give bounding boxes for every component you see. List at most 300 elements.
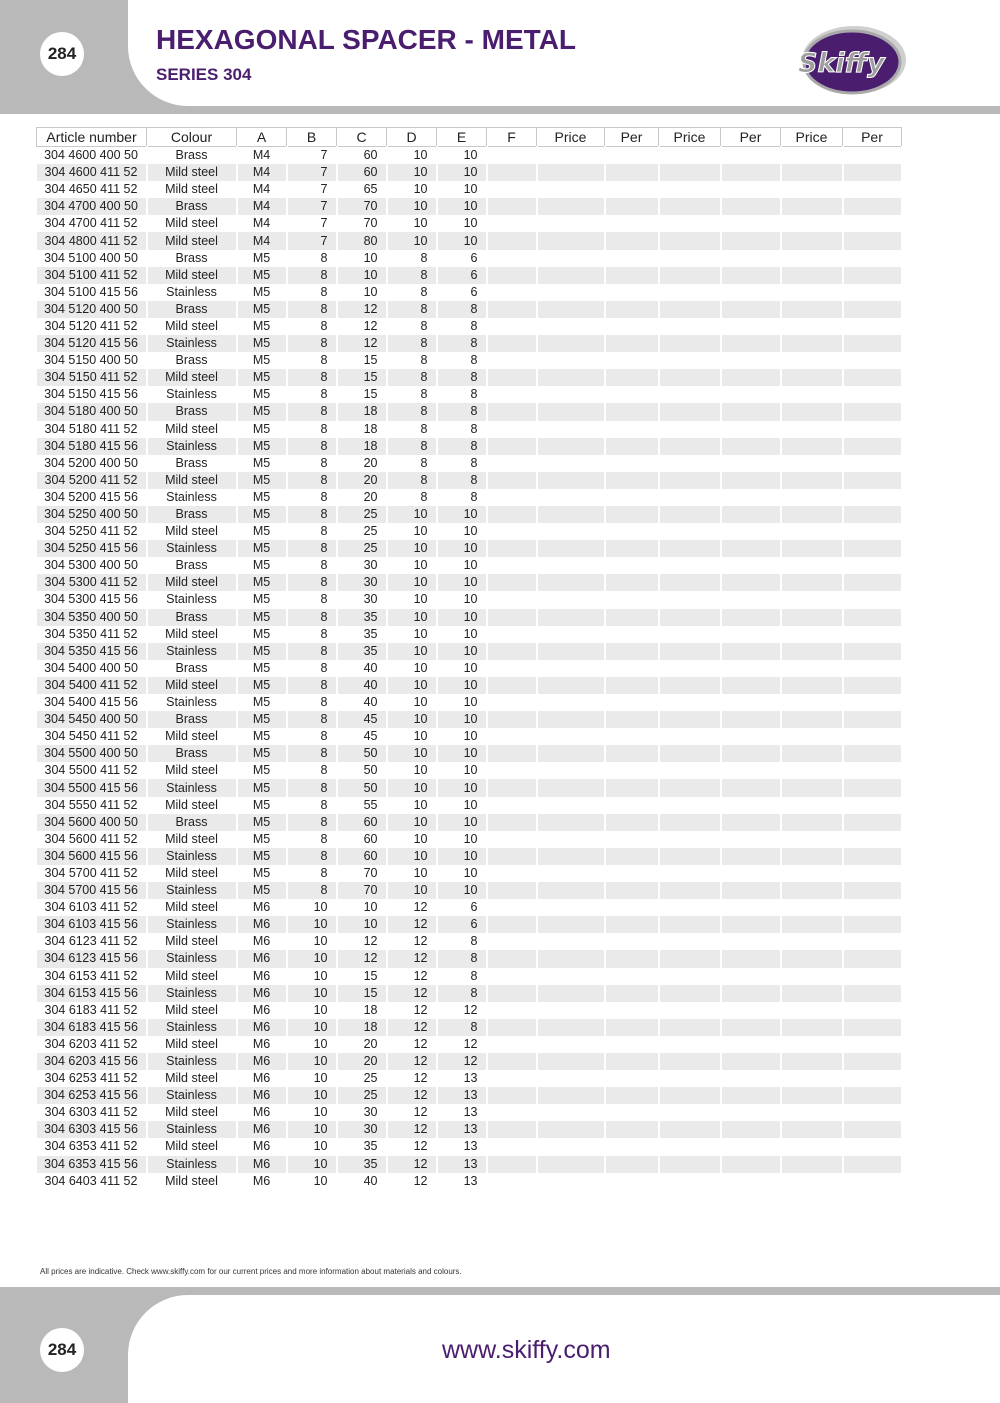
table-cell: Mild steel (147, 1173, 237, 1190)
table-cell (605, 1173, 659, 1190)
table-cell (659, 147, 721, 165)
table-cell (537, 626, 605, 643)
table-row (37, 626, 902, 643)
table-cell: 304 5250 415 56 (37, 540, 147, 557)
table-cell: 12 (387, 1104, 437, 1121)
table-cell (843, 318, 902, 335)
table-cell (843, 215, 902, 232)
table-row (37, 1036, 902, 1053)
table-cell: 304 5150 400 50 (37, 352, 147, 369)
table-cell (537, 557, 605, 574)
table-cell: 10 (387, 164, 437, 181)
table-cell (721, 779, 781, 796)
table-cell: 304 5100 411 52 (37, 267, 147, 284)
table-cell (721, 1019, 781, 1036)
table-cell (487, 421, 537, 438)
table-cell: Stainless (147, 438, 237, 455)
table-cell: 10 (387, 609, 437, 626)
table-cell: 304 5120 411 52 (37, 318, 147, 335)
table-cell (781, 198, 843, 215)
table-cell: 8 (387, 421, 437, 438)
table-cell (781, 472, 843, 489)
page-number-badge: 284 (40, 32, 84, 76)
table-cell (605, 677, 659, 694)
table-cell (843, 711, 902, 728)
table-row (37, 369, 902, 386)
table-cell (537, 779, 605, 796)
table-cell (659, 164, 721, 181)
table-cell: 65 (337, 181, 387, 198)
table-cell (487, 985, 537, 1002)
table-cell (537, 831, 605, 848)
table-cell (721, 267, 781, 284)
table-cell (843, 386, 902, 403)
table-cell (487, 728, 537, 745)
table-cell (537, 677, 605, 694)
table-cell: M6 (237, 1053, 287, 1070)
table-cell: Stainless (147, 694, 237, 711)
table-cell (605, 694, 659, 711)
table-cell: 10 (437, 660, 487, 677)
table-cell: 15 (337, 369, 387, 386)
table-cell: 12 (387, 985, 437, 1002)
table-cell (721, 660, 781, 677)
table-cell: 20 (337, 455, 387, 472)
table-cell (487, 831, 537, 848)
table-cell: M5 (237, 591, 287, 608)
table-cell (487, 1087, 537, 1104)
table-cell: M6 (237, 1104, 287, 1121)
table-cell: 12 (387, 1087, 437, 1104)
table-cell (721, 694, 781, 711)
table-cell (537, 968, 605, 985)
table-cell (537, 848, 605, 865)
table-cell: 12 (337, 318, 387, 335)
table-cell (659, 694, 721, 711)
table-cell: 8 (287, 728, 337, 745)
table-row (37, 232, 902, 249)
table-cell (487, 865, 537, 882)
table-cell: 10 (287, 1036, 337, 1053)
table-cell: M6 (237, 968, 287, 985)
table-cell: 10 (437, 523, 487, 540)
table-cell (659, 369, 721, 386)
table-cell (605, 318, 659, 335)
table-cell: 10 (287, 1002, 337, 1019)
table-cell (721, 711, 781, 728)
table-cell: 10 (337, 250, 387, 267)
table-cell (487, 1156, 537, 1173)
table-cell: 8 (437, 489, 487, 506)
table-cell: 12 (437, 1036, 487, 1053)
table-cell: 7 (287, 198, 337, 215)
table-cell (537, 181, 605, 198)
table-cell (659, 882, 721, 899)
table-cell (605, 455, 659, 472)
table-cell: 304 5100 415 56 (37, 284, 147, 301)
table-cell (721, 164, 781, 181)
table-cell (843, 1070, 902, 1087)
table-cell (843, 814, 902, 831)
table-cell: 8 (387, 489, 437, 506)
table-cell: 8 (437, 301, 487, 318)
table-header-row (37, 128, 902, 147)
column-header: Price (659, 128, 721, 147)
table-cell (537, 814, 605, 831)
table-cell (487, 643, 537, 660)
table-cell: 10 (437, 762, 487, 779)
table-cell: 10 (437, 694, 487, 711)
table-cell (721, 933, 781, 950)
table-cell: 10 (387, 574, 437, 591)
table-cell (721, 882, 781, 899)
table-cell: 30 (337, 1104, 387, 1121)
table-cell (537, 386, 605, 403)
table-cell (781, 369, 843, 386)
table-cell (781, 865, 843, 882)
table-cell (781, 250, 843, 267)
table-cell: 304 5350 400 50 (37, 609, 147, 626)
table-cell (537, 198, 605, 215)
table-row (37, 164, 902, 181)
table-cell: Stainless (147, 335, 237, 352)
table-cell (537, 250, 605, 267)
table-cell: 304 4600 411 52 (37, 164, 147, 181)
table-cell (659, 267, 721, 284)
column-header: A (237, 128, 287, 147)
table-row (37, 421, 902, 438)
table-cell: 8 (287, 540, 337, 557)
table-cell (605, 950, 659, 967)
table-cell: Brass (147, 814, 237, 831)
table-cell: 12 (387, 916, 437, 933)
skiffy-logo (792, 22, 908, 100)
table-cell (721, 472, 781, 489)
table-cell: M5 (237, 745, 287, 762)
table-cell: 12 (387, 1070, 437, 1087)
table-cell (537, 745, 605, 762)
table-cell: 12 (387, 1036, 437, 1053)
table-cell (659, 797, 721, 814)
table-cell (537, 1121, 605, 1138)
table-cell: 10 (387, 232, 437, 249)
table-cell: 304 5250 411 52 (37, 523, 147, 540)
table-cell (537, 1002, 605, 1019)
table-cell: 8 (287, 660, 337, 677)
table-cell (537, 950, 605, 967)
table-cell (537, 933, 605, 950)
table-cell: 7 (287, 232, 337, 249)
table-cell (605, 1019, 659, 1036)
table-cell (487, 267, 537, 284)
table-cell: 6 (437, 267, 487, 284)
table-cell (537, 797, 605, 814)
table-cell: 10 (287, 1121, 337, 1138)
table-cell: Stainless (147, 985, 237, 1002)
table-cell: Brass (147, 352, 237, 369)
table-cell: 304 6183 411 52 (37, 1002, 147, 1019)
table-cell (659, 438, 721, 455)
table-cell (721, 968, 781, 985)
table-row (37, 215, 902, 232)
table-cell (537, 643, 605, 660)
table-cell (843, 865, 902, 882)
table-cell: 8 (287, 318, 337, 335)
table-cell: 80 (337, 232, 387, 249)
table-cell: Brass (147, 147, 237, 165)
table-cell (537, 506, 605, 523)
table-row (37, 147, 902, 165)
table-cell (781, 950, 843, 967)
table-cell: 10 (437, 232, 487, 249)
column-header: Price (781, 128, 843, 147)
table-cell: 304 5400 411 52 (37, 677, 147, 694)
table-cell (659, 899, 721, 916)
table-cell: 10 (337, 284, 387, 301)
table-cell: Brass (147, 198, 237, 215)
table-cell (781, 831, 843, 848)
table-cell: M5 (237, 711, 287, 728)
table-cell (721, 762, 781, 779)
table-cell: 8 (287, 421, 337, 438)
table-cell: 8 (287, 523, 337, 540)
table-cell (487, 1138, 537, 1155)
table-cell (843, 1019, 902, 1036)
table-cell (659, 215, 721, 232)
table-cell: 10 (387, 711, 437, 728)
table-cell: 10 (437, 882, 487, 899)
column-header: Price (537, 128, 605, 147)
table-cell: 10 (437, 677, 487, 694)
table-cell (487, 882, 537, 899)
table-cell (487, 933, 537, 950)
table-cell: 7 (287, 181, 337, 198)
table-cell (487, 557, 537, 574)
table-cell (843, 352, 902, 369)
table-cell: 8 (287, 574, 337, 591)
table-cell (843, 779, 902, 796)
table-row (37, 1053, 902, 1070)
table-cell (781, 609, 843, 626)
table-cell (605, 1138, 659, 1155)
table-cell: M6 (237, 1002, 287, 1019)
table-cell (781, 386, 843, 403)
table-cell: 10 (387, 147, 437, 165)
table-cell (605, 1156, 659, 1173)
table-row (37, 1156, 902, 1173)
table-cell: 304 5450 411 52 (37, 728, 147, 745)
column-header: Colour (147, 128, 237, 147)
table-cell: 50 (337, 762, 387, 779)
table-cell: Stainless (147, 1156, 237, 1173)
table-cell (781, 164, 843, 181)
table-cell: M5 (237, 660, 287, 677)
table-cell (537, 762, 605, 779)
table-cell: M5 (237, 779, 287, 796)
table-cell (659, 540, 721, 557)
table-cell (605, 916, 659, 933)
table-cell: 8 (287, 403, 337, 420)
table-cell: 304 5350 411 52 (37, 626, 147, 643)
table-cell (659, 848, 721, 865)
table-cell: Stainless (147, 1121, 237, 1138)
table-cell: M5 (237, 301, 287, 318)
column-header: Per (721, 128, 781, 147)
table-cell: Mild steel (147, 1070, 237, 1087)
table-cell: 12 (387, 899, 437, 916)
table-cell: 10 (287, 985, 337, 1002)
table-cell (605, 591, 659, 608)
table-cell (537, 523, 605, 540)
table-cell: 8 (287, 882, 337, 899)
table-cell (659, 523, 721, 540)
table-cell (659, 1104, 721, 1121)
table-cell: M5 (237, 489, 287, 506)
table-cell: 12 (387, 1121, 437, 1138)
table-cell: 20 (337, 472, 387, 489)
table-cell (781, 1156, 843, 1173)
table-cell: 8 (287, 301, 337, 318)
table-cell (721, 1053, 781, 1070)
table-cell: M4 (237, 232, 287, 249)
table-row (37, 985, 902, 1002)
table-cell: 60 (337, 814, 387, 831)
table-cell: 8 (437, 386, 487, 403)
table-cell: 8 (287, 745, 337, 762)
table-cell: M5 (237, 865, 287, 882)
table-cell: 12 (387, 950, 437, 967)
table-cell: Stainless (147, 591, 237, 608)
table-cell (843, 147, 902, 165)
table-cell (659, 779, 721, 796)
table-cell: 304 5500 411 52 (37, 762, 147, 779)
table-cell (659, 1121, 721, 1138)
table-cell: 304 5300 415 56 (37, 591, 147, 608)
table-cell (605, 369, 659, 386)
table-cell: 10 (437, 643, 487, 660)
table-cell (843, 540, 902, 557)
table-cell: 10 (287, 1156, 337, 1173)
table-cell (781, 335, 843, 352)
table-cell (659, 950, 721, 967)
table-cell: M6 (237, 1036, 287, 1053)
table-cell: 304 6303 411 52 (37, 1104, 147, 1121)
table-cell (843, 1087, 902, 1104)
table-cell (487, 523, 537, 540)
table-cell (659, 1138, 721, 1155)
table-cell: 12 (387, 1002, 437, 1019)
table-cell: 304 6123 411 52 (37, 933, 147, 950)
table-cell (781, 1173, 843, 1190)
table-cell (781, 814, 843, 831)
table-cell (487, 660, 537, 677)
table-cell (843, 626, 902, 643)
table-cell: 10 (387, 762, 437, 779)
website-link[interactable]: www.skiffy.com (442, 1336, 611, 1364)
table-cell: 304 4600 400 50 (37, 147, 147, 165)
table-cell (781, 660, 843, 677)
table-cell (843, 232, 902, 249)
table-cell (659, 626, 721, 643)
table-cell (487, 301, 537, 318)
column-header: B (287, 128, 337, 147)
table-cell: 10 (387, 865, 437, 882)
table-cell (781, 318, 843, 335)
table-cell: 25 (337, 540, 387, 557)
table-cell (605, 523, 659, 540)
table-cell: 10 (287, 1173, 337, 1190)
table-cell (721, 865, 781, 882)
table-cell (659, 472, 721, 489)
table-cell (721, 831, 781, 848)
table-cell: 45 (337, 728, 387, 745)
table-cell (843, 831, 902, 848)
table-cell: Stainless (147, 386, 237, 403)
table-cell (487, 1121, 537, 1138)
table-cell: 10 (387, 591, 437, 608)
table-cell: 304 5350 415 56 (37, 643, 147, 660)
table-cell: M5 (237, 814, 287, 831)
table-cell (843, 472, 902, 489)
table-cell: 40 (337, 660, 387, 677)
table-cell (781, 557, 843, 574)
table-body (37, 147, 902, 1190)
table-cell: 10 (387, 882, 437, 899)
table-cell (721, 352, 781, 369)
table-cell: 304 6203 415 56 (37, 1053, 147, 1070)
table-cell (537, 1036, 605, 1053)
table-row (37, 1104, 902, 1121)
table-cell (781, 506, 843, 523)
table-cell: 8 (287, 455, 337, 472)
table-cell: 10 (287, 933, 337, 950)
table-cell: 30 (337, 591, 387, 608)
table-cell (605, 660, 659, 677)
table-row (37, 301, 902, 318)
table-cell: 8 (437, 369, 487, 386)
column-header: D (387, 128, 437, 147)
table-row (37, 1138, 902, 1155)
table-cell: M6 (237, 1087, 287, 1104)
table-cell (537, 591, 605, 608)
table-cell (487, 369, 537, 386)
table-cell: 30 (337, 557, 387, 574)
table-cell (487, 797, 537, 814)
table-cell: 10 (287, 1019, 337, 1036)
table-cell: 40 (337, 677, 387, 694)
table-cell: 12 (387, 933, 437, 950)
table-cell (843, 1002, 902, 1019)
table-row (37, 762, 902, 779)
table-cell: 8 (387, 386, 437, 403)
table-cell (721, 215, 781, 232)
table-cell: 55 (337, 797, 387, 814)
table-row (37, 1070, 902, 1087)
table-cell: 13 (437, 1138, 487, 1155)
table-cell: 8 (387, 250, 437, 267)
table-cell (721, 985, 781, 1002)
table-cell (721, 523, 781, 540)
table-cell: M6 (237, 916, 287, 933)
table-cell: Brass (147, 301, 237, 318)
table-cell (659, 1070, 721, 1087)
table-cell: 8 (287, 472, 337, 489)
table-cell: 7 (287, 147, 337, 165)
table-cell: 10 (387, 181, 437, 198)
table-cell: 10 (387, 848, 437, 865)
table-cell: 8 (437, 968, 487, 985)
table-cell: M5 (237, 421, 287, 438)
